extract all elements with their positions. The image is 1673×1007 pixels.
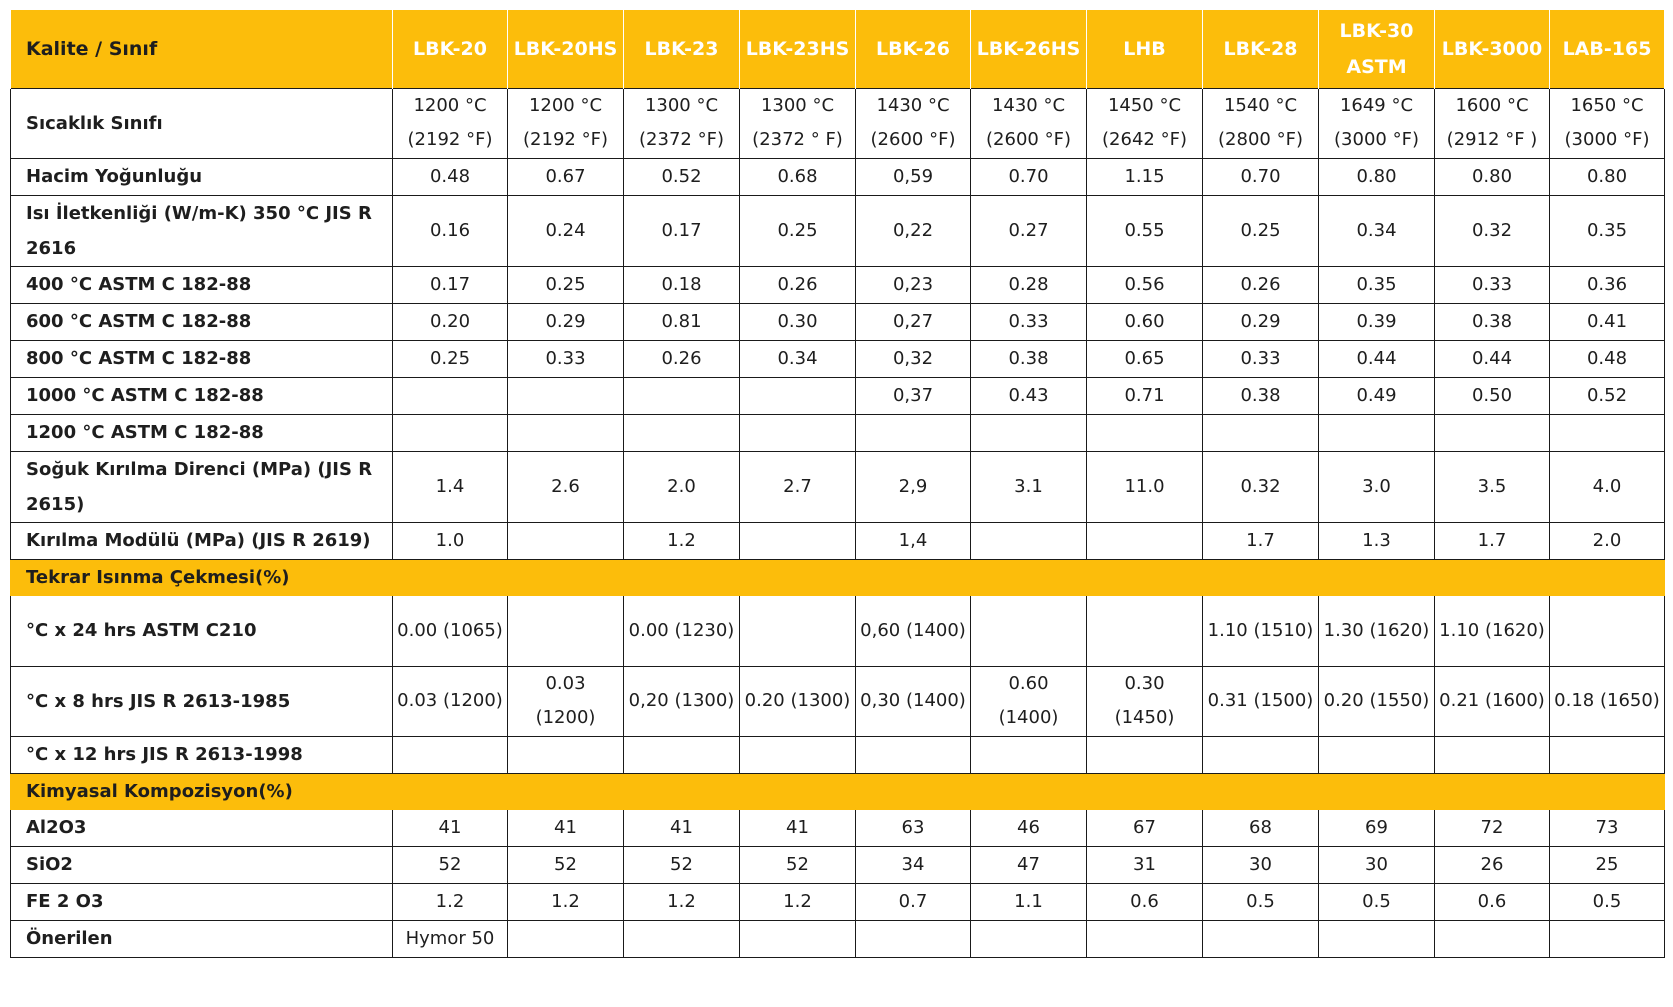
value-cell: 0.65 [1087,340,1203,377]
value-cell: 0.00 (1230) [624,596,740,666]
value-cell [971,921,1087,958]
value-cell [1319,921,1435,958]
value-cell: 1300 °C (2372 °F) [624,88,740,158]
value-cell: 0,37 [856,377,971,414]
value-cell [1435,414,1550,451]
value-cell [624,921,740,958]
value-cell: 1.2 [508,884,624,921]
row-label: Sıcaklık Sınıfı [11,88,393,158]
grade-header-lab-165: LAB-165 [1550,10,1665,88]
row-label: 800 °C ASTM C 182-88 [11,340,393,377]
value-cell: 11.0 [1087,451,1203,522]
value-cell: 1450 °C (2642 °F) [1087,88,1203,158]
section-filler-cell [1435,773,1550,810]
table-row [11,810,1665,847]
table-row [11,340,1665,377]
value-cell: 52 [624,847,740,884]
value-cell [508,596,624,666]
value-cell: 2.6 [508,451,624,522]
value-cell: 1.0 [393,522,508,559]
value-cell [1087,522,1203,559]
grade-header-lbk-23: LBK-23 [624,10,740,88]
value-cell: 0.70 [1203,158,1319,195]
value-cell: 0.28 [971,266,1087,303]
grade-header-lbk-20hs: LBK-20HS [508,10,624,88]
value-cell [1550,414,1665,451]
grade-header-lbk-26hs: LBK-26HS [971,10,1087,88]
row-label: SiO2 [11,847,393,884]
value-cell: 0.03 (1200) [508,666,624,736]
value-cell: 30 [1203,847,1319,884]
value-cell [1087,736,1203,773]
value-cell: 0.24 [508,195,624,266]
value-cell: 0.17 [393,266,508,303]
table-row [11,195,1665,266]
grade-header-lbk-30-astm: LBK-30 ASTM [1319,10,1435,88]
value-cell: 1649 °C (3000 °F) [1319,88,1435,158]
value-cell: 0.31 (1500) [1203,666,1319,736]
section-filler-cell [624,559,740,596]
section-filler-cell [508,559,624,596]
table-row [11,522,1665,559]
row-label: Soğuk Kırılma Direnci (MPa) (JIS R 2615) [11,451,393,522]
value-cell: 0.67 [508,158,624,195]
row-label: 1200 °C ASTM C 182-88 [11,414,393,451]
value-cell: 0.49 [1319,377,1435,414]
grade-header-lbk-23hs: LBK-23HS [740,10,856,88]
section-filler-cell [1087,559,1203,596]
value-cell [1203,736,1319,773]
value-cell: 0.29 [1203,303,1319,340]
value-cell: 63 [856,810,971,847]
value-cell: 0.43 [971,377,1087,414]
section-header-row [11,773,1665,810]
value-cell: 0.80 [1550,158,1665,195]
value-cell: 41 [508,810,624,847]
value-cell: 0.48 [1550,340,1665,377]
grade-header-lbk-3000: LBK-3000 [1435,10,1550,88]
value-cell: 0,20 (1300) [624,666,740,736]
value-cell: 1.2 [393,884,508,921]
value-cell: 0.18 [624,266,740,303]
value-cell: 0,22 [856,195,971,266]
value-cell: 0.38 [1435,303,1550,340]
value-cell: 52 [393,847,508,884]
value-cell: 41 [393,810,508,847]
value-cell: 3.5 [1435,451,1550,522]
value-cell: 0,32 [856,340,971,377]
value-cell: 4.0 [1550,451,1665,522]
value-cell: 0.5 [1319,884,1435,921]
grade-header-lbk-26: LBK-26 [856,10,971,88]
value-cell: 0.33 [1203,340,1319,377]
value-cell: 31 [1087,847,1203,884]
section-filler-cell [740,559,856,596]
value-cell: 1.7 [1435,522,1550,559]
value-cell: 0.48 [393,158,508,195]
row-label: 400 °C ASTM C 182-88 [11,266,393,303]
value-cell: 0.27 [971,195,1087,266]
value-cell [1550,596,1665,666]
row-label: FE 2 O3 [11,884,393,921]
value-cell: 0.35 [1319,266,1435,303]
value-cell: 1.30 (1620) [1319,596,1435,666]
value-cell: 0.26 [740,266,856,303]
value-cell: 0.52 [624,158,740,195]
value-cell: 0.20 (1300) [740,666,856,736]
value-cell: 26 [1435,847,1550,884]
value-cell [624,414,740,451]
value-cell: 0.5 [1550,884,1665,921]
grade-header-lbk-28: LBK-28 [1203,10,1319,88]
value-cell: 73 [1550,810,1665,847]
grade-header-lbk-20: LBK-20 [393,10,508,88]
value-cell [1550,736,1665,773]
section-filler-cell [393,773,508,810]
refractory-spec-table [10,10,1665,958]
value-cell: 0.30 (1450) [1087,666,1203,736]
value-cell: 1300 °C (2372 ° F) [740,88,856,158]
table-row [11,266,1665,303]
value-cell: 1200 °C (2192 °F) [393,88,508,158]
value-cell: 0.32 [1435,195,1550,266]
section-filler-cell [856,773,971,810]
section-filler-cell [1203,559,1319,596]
value-cell: 0.60 (1400) [971,666,1087,736]
value-cell: Hymor 50 [393,921,508,958]
row-label: Önerilen [11,921,393,958]
value-cell: 3.0 [1319,451,1435,522]
value-cell: 0.41 [1550,303,1665,340]
value-cell: 0.38 [971,340,1087,377]
value-cell: 0.38 [1203,377,1319,414]
table-row [11,596,1665,666]
value-cell: 0.20 [393,303,508,340]
value-cell: 1540 °C (2800 °F) [1203,88,1319,158]
value-cell [1435,736,1550,773]
value-cell: 0.6 [1087,884,1203,921]
section-filler-cell [1435,559,1550,596]
value-cell [971,736,1087,773]
value-cell: 0.44 [1435,340,1550,377]
value-cell: 25 [1550,847,1665,884]
value-cell: 0.81 [624,303,740,340]
section-title: Kimyasal Kompozisyon(%) [11,773,393,810]
row-label: 600 °C ASTM C 182-88 [11,303,393,340]
value-cell [1203,921,1319,958]
spec-table-container [10,10,1664,958]
value-cell: 0.00 (1065) [393,596,508,666]
value-cell: 0.50 [1435,377,1550,414]
value-cell: 41 [624,810,740,847]
value-cell [1087,921,1203,958]
value-cell: 52 [740,847,856,884]
value-cell: 0.71 [1087,377,1203,414]
table-row [11,921,1665,958]
row-label: Isı İletkenliği (W/m-K) 350 °C JIS R 2616 [11,195,393,266]
value-cell [856,414,971,451]
value-cell: 0,59 [856,158,971,195]
value-cell: 34 [856,847,971,884]
value-cell: 1430 °C (2600 °F) [971,88,1087,158]
value-cell [1319,736,1435,773]
section-filler-cell [1319,559,1435,596]
value-cell: 0.34 [740,340,856,377]
value-cell: 0.34 [1319,195,1435,266]
value-cell [1435,921,1550,958]
value-cell: 0.39 [1319,303,1435,340]
value-cell: 2.0 [624,451,740,522]
value-cell: 0.26 [1203,266,1319,303]
value-cell: 1600 °C (2912 °F ) [1435,88,1550,158]
value-cell: 2.0 [1550,522,1665,559]
value-cell: 68 [1203,810,1319,847]
value-cell [624,736,740,773]
value-cell: 0.17 [624,195,740,266]
table-row [11,303,1665,340]
value-cell: 46 [971,810,1087,847]
value-cell: 0.03 (1200) [393,666,508,736]
value-cell: 0.5 [1203,884,1319,921]
value-cell: 0.80 [1435,158,1550,195]
value-cell: 0,27 [856,303,971,340]
value-cell: 1.1 [971,884,1087,921]
grade-header-lhb: LHB [1087,10,1203,88]
section-filler-cell [740,773,856,810]
section-filler-cell [856,559,971,596]
value-cell: 1.3 [1319,522,1435,559]
value-cell: 0,23 [856,266,971,303]
table-row [11,736,1665,773]
value-cell [740,921,856,958]
value-cell: 3.1 [971,451,1087,522]
value-cell: 0.25 [1203,195,1319,266]
value-cell: 67 [1087,810,1203,847]
value-cell [393,736,508,773]
value-cell: 1,4 [856,522,971,559]
value-cell [508,522,624,559]
value-cell: 0.20 (1550) [1319,666,1435,736]
value-cell: 1.7 [1203,522,1319,559]
table-row [11,847,1665,884]
value-cell: 1200 °C (2192 °F) [508,88,624,158]
value-cell: 1.10 (1510) [1203,596,1319,666]
value-cell: 1.10 (1620) [1435,596,1550,666]
value-cell: 0.21 (1600) [1435,666,1550,736]
value-cell [740,596,856,666]
value-cell: 0.70 [971,158,1087,195]
row-label: °C x 8 hrs JIS R 2613-1985 [11,666,393,736]
value-cell [508,736,624,773]
section-filler-cell [1203,773,1319,810]
section-filler-cell [1319,773,1435,810]
value-cell: 0.25 [393,340,508,377]
value-cell: 0.30 [740,303,856,340]
table-row [11,414,1665,451]
value-cell [1550,921,1665,958]
value-cell [740,414,856,451]
value-cell: 47 [971,847,1087,884]
value-cell [508,414,624,451]
row-label: Kırılma Modülü (MPa) (JIS R 2619) [11,522,393,559]
value-cell [1319,414,1435,451]
value-cell: 0.68 [740,158,856,195]
value-cell: 0.16 [393,195,508,266]
value-cell [856,921,971,958]
table-row [11,451,1665,522]
value-cell: 2.7 [740,451,856,522]
value-cell: 1.4 [393,451,508,522]
value-cell: 0.33 [508,340,624,377]
value-cell: 1.15 [1087,158,1203,195]
section-header-row [11,559,1665,596]
section-filler-cell [1550,559,1665,596]
value-cell [508,921,624,958]
value-cell: 1.2 [624,884,740,921]
value-cell [856,736,971,773]
value-cell [971,414,1087,451]
table-row [11,88,1665,158]
section-filler-cell [1087,773,1203,810]
value-cell: 0.44 [1319,340,1435,377]
value-cell [740,736,856,773]
value-cell: 69 [1319,810,1435,847]
value-cell: 0.26 [624,340,740,377]
value-cell: 72 [1435,810,1550,847]
value-cell: 1.2 [624,522,740,559]
row-label: °C x 24 hrs ASTM C210 [11,596,393,666]
value-cell [624,377,740,414]
row-label: °C x 12 hrs JIS R 2613-1998 [11,736,393,773]
section-filler-cell [971,773,1087,810]
section-title: Tekrar Isınma Çekmesi(%) [11,559,393,596]
section-filler-cell [393,559,508,596]
table-row [11,377,1665,414]
table-row [11,666,1665,736]
table-row [11,884,1665,921]
value-cell: 41 [740,810,856,847]
value-cell: 0.35 [1550,195,1665,266]
value-cell [1087,414,1203,451]
header-label: Kalite / Sınıf [11,10,393,88]
value-cell [508,377,624,414]
value-cell: 1430 °C (2600 °F) [856,88,971,158]
value-cell: 0.55 [1087,195,1203,266]
value-cell: 0.32 [1203,451,1319,522]
value-cell: 1650 °C (3000 °F) [1550,88,1665,158]
value-cell [393,377,508,414]
value-cell: 30 [1319,847,1435,884]
value-cell [740,522,856,559]
value-cell: 0.33 [971,303,1087,340]
value-cell: 2,9 [856,451,971,522]
value-cell: 0,60 (1400) [856,596,971,666]
value-cell: 0.36 [1550,266,1665,303]
value-cell: 0.18 (1650) [1550,666,1665,736]
value-cell [393,414,508,451]
value-cell: 0.60 [1087,303,1203,340]
value-cell [1087,596,1203,666]
section-filler-cell [1550,773,1665,810]
table-row [11,158,1665,195]
section-filler-cell [508,773,624,810]
value-cell [971,596,1087,666]
row-label: 1000 °C ASTM C 182-88 [11,377,393,414]
value-cell: 0.6 [1435,884,1550,921]
value-cell: 0.29 [508,303,624,340]
row-label: Al2O3 [11,810,393,847]
table-body [11,10,1665,958]
value-cell: 0.7 [856,884,971,921]
value-cell: 1.2 [740,884,856,921]
value-cell [1203,414,1319,451]
value-cell [740,377,856,414]
value-cell: 52 [508,847,624,884]
row-label: Hacim Yoğunluğu [11,158,393,195]
value-cell [971,522,1087,559]
section-filler-cell [971,559,1087,596]
value-cell: 0.56 [1087,266,1203,303]
header-row [11,10,1665,88]
value-cell: 0.33 [1435,266,1550,303]
value-cell: 0.52 [1550,377,1665,414]
value-cell: 0.25 [508,266,624,303]
section-filler-cell [624,773,740,810]
value-cell: 0.25 [740,195,856,266]
value-cell: 0.80 [1319,158,1435,195]
value-cell: 0,30 (1400) [856,666,971,736]
